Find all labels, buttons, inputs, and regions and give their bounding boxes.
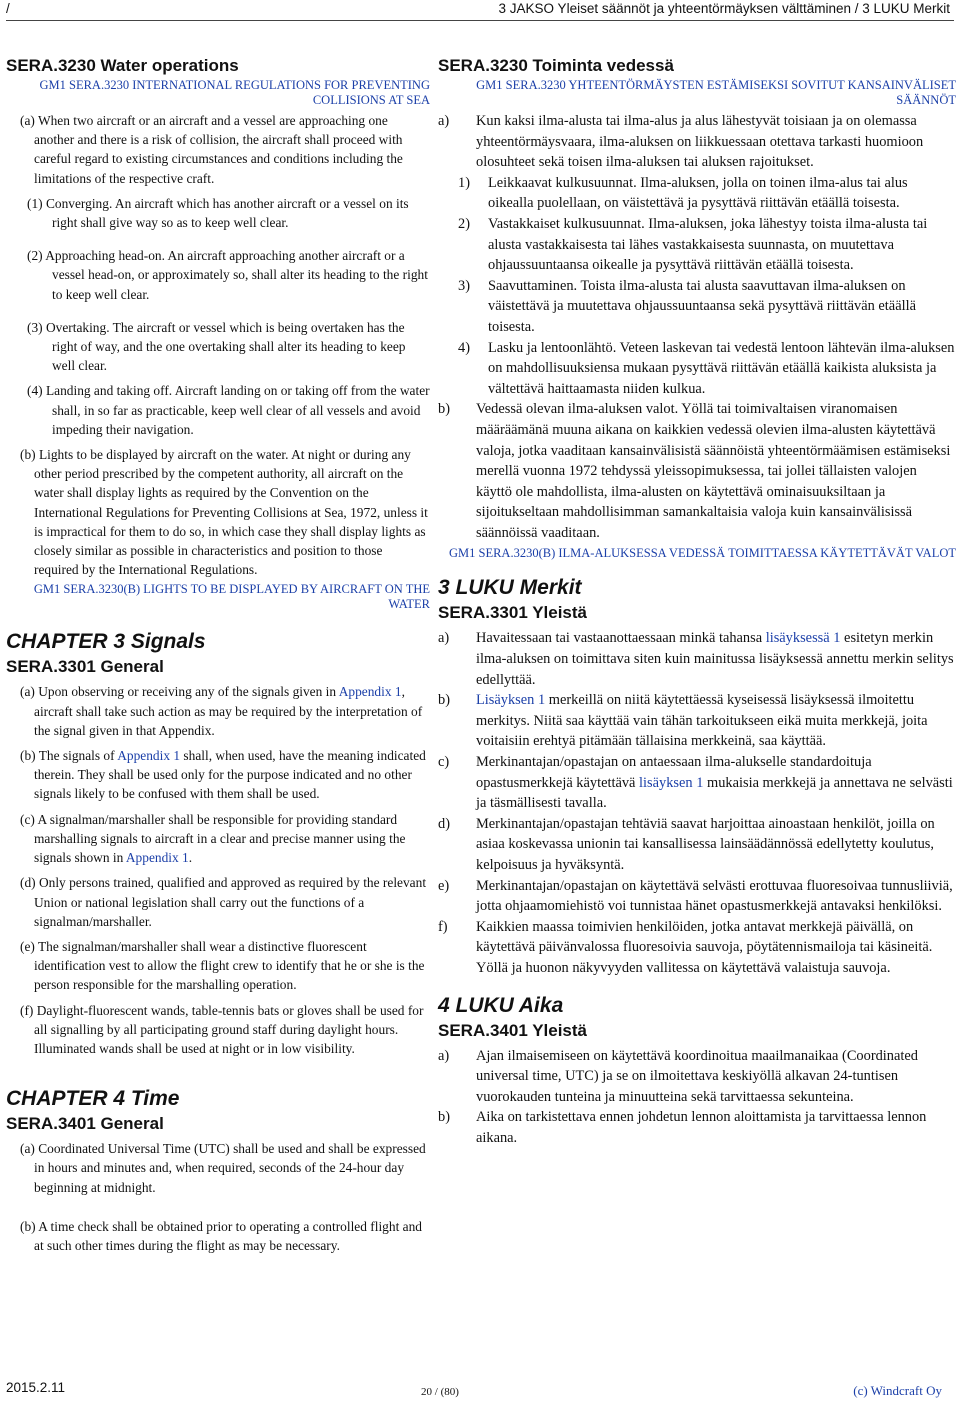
section-title-3230-en: SERA.3230 Water operations (6, 56, 239, 75)
fi-para-b-label: b) (438, 401, 450, 418)
appendix-1-link[interactable]: Appendix 1 (117, 748, 181, 764)
para-a1-label-en: (1) Converging. (27, 195, 113, 211)
s3301-b-en (6, 746, 430, 804)
para-a1-text-en: An aircraft which has another aircraft or a vessel on its right shall give way so as to keep well clear. (52, 195, 409, 231)
appendix-1-link[interactable]: Appendix 1 (125, 850, 189, 866)
chapter-3-title-en: CHAPTER 3 Signals (6, 630, 206, 654)
fi-s3301-e (438, 876, 956, 917)
para-a-en: (a) When two aircraft or an aircraft and a vessel are approaching one another and there is a risk of collision, the aircraft shall proceed with careful regard to existing circumstances and conditions including the limitations of the respective craft. (20, 113, 403, 186)
fi-s3301-c-text1: Merkinantajan/opastajan on antaessaan ilma-alukselle standardoituja opastusmerkkejä käytettävä (476, 754, 872, 791)
fi-s3301-e-text: Merkinantajan/opastajan on käytettävä selvästi erottuvaa fluoresoivaa tunnusliiviä, jotta ohjaamomiehistö voi tunnistaa hänet opastusmerkkejä antavaksi henkilöksi. (476, 877, 953, 915)
section-title-3230-fi: SERA.3230 Toiminta vedessä (438, 56, 674, 75)
fi-s3301-b-label: b) (438, 692, 450, 709)
fi-s3401-b-text: Aika on tarkistettava ennen johdetun lennon aloittamista ja tarvittaessa lennon aikana. (476, 1109, 927, 1146)
fi-s3401-a (438, 1046, 956, 1108)
page-number: 20 / (80) (421, 1386, 459, 1398)
fi-s3301-f (438, 917, 956, 979)
fi-para-a1-text: Leikkaavat kulkusuunnat. Ilma-aluksen, jolla on toinen ilma-alus tai alus oikealla puolellaan, on väistettävä ja pysyttävä riittävän etäällä toisesta. (488, 174, 908, 212)
para-a3-label-en: (3) Overtaking. (27, 319, 110, 335)
fi-s3301-c-text2: mukaisia merkkejä ja annettava ne selvästi ja täsmällisesti tavalla. (476, 774, 953, 812)
s3301-c-en (6, 810, 430, 868)
gm1b-heading-fi: GM1 SERA.3230(B) ILMA-ALUKSESSA VEDESSÄ TOIMITTAESSA KÄYTETTÄVÄT VALOT (448, 546, 956, 561)
fi-s3401-b-label: b) (438, 1109, 450, 1126)
s3301-c-text1-en: (c) A signalman/marshaller shall be responsible for providing standard marshalling signals to aircraft in a clear and precise manner using the signals shown in (20, 811, 406, 866)
fi-s3301-d-text: Merkinantajan/opastajan tehtäviä saavat harjoittaa ainoastaan henkilöt, joilla on asiaa koskevassa unionin tai kansallisessa lainsäädännössä edellytetty koulutus, kelpoisuus ja hyväksyntä. (476, 815, 935, 873)
s3401-a-en: (a) Coordinated Universal Time (UTC) shall be used and shall be expressed in hours and minutes and, when required, seconds of the 24-hour day beginning at midnight. (20, 1141, 426, 1195)
para-a1-en (6, 194, 430, 232)
s3301-a-text1-en: (a) Upon observing or receiving any of the signals given in (20, 684, 339, 700)
fi-s3301-c-label: c) (438, 754, 450, 771)
fi-para-b-text: Vedessä olevan ilma-aluksen valot. Yöllä tai toimivaltaisen viranomaisen määräämänä muuna aikana on kaikkien vedessä olevien ilma-alusten käytettävä valoja, jotka vaaditaan kansainvälisistä säännöistä yhteentörmäämisen estämiseksi merellä vuonna 1972 tehdyssä yleissopimuksessa, tai jollei tällaisten valojen käyttö ole mahdollista, ilma-alusten on käytettävä ominaisuuksiltaan ja sijoitukseltaan mahdollisimman samankaltaisia valoja kuin kansainvälisissä säännöissä vaaditaan. (476, 401, 951, 541)
fi-para-a3 (438, 276, 956, 338)
section-title-3301-en: SERA.3301 General (6, 657, 164, 677)
s3301-a-text2-en: , aircraft shall take such action as may be required by the interpretation of the signal given in that Appendix. (34, 684, 423, 738)
para-a4-label-en: (4) Landing and taking off. (27, 383, 173, 399)
fi-s3301-b-text (476, 690, 956, 752)
gm1-heading-en: GM1 SERA.3230 INTERNATIONAL REGULATIONS FOR PREVENTING COLLISIONS AT SEA (39, 78, 430, 107)
fi-para-a4 (438, 338, 956, 400)
lisays-1-link[interactable]: lisäyksen 1 (639, 774, 704, 791)
fi-s3401-a-label: a) (438, 1047, 450, 1064)
s3301-a-en (6, 682, 430, 740)
fi-para-a4-text: Lasku ja lentoonlähtö. Veteen laskevan tai vedestä lentoon lähtevän ilma-aluksen on mahdollisuuksiensa mukaan pysyttävä riittävän etäällä kaikista aluksista ja vältettävä haittaamasta niiden kulkua. (488, 339, 955, 397)
fi-para-a1-label: 1) (458, 174, 470, 191)
fi-para-a2 (438, 214, 956, 276)
gm1b-heading-en: GM1 SERA.3230(B) LIGHTS TO BE DISPLAYED BY AIRCRAFT ON THE WATER (33, 582, 430, 612)
fi-s3301-a-text (476, 628, 956, 690)
fi-s3401-a-text: Ajan ilmaisemiseen on käytettävä koordinoitua maailmanaikaa (Coordinated universal time, UTC) ja se on ilmoitettava keskiyöllä alkavan 24-tuntisen vuorokauden tunteina ja minuutteina sekä tarvittaessa sekunteina. (476, 1047, 918, 1105)
para-b-label-en: (b) Lights to be displayed by aircraft on the water. (20, 447, 289, 463)
s3301-e-en: (e) The signalman/marshaller shall wear a distinctive fluorescent identification vest to allow the flight crew to identify that he or she is the person responsible for the marshalling operation. (20, 938, 425, 993)
lisays-1-link[interactable]: Lisäyksen 1 (476, 692, 546, 709)
fi-para-a1 (438, 173, 956, 214)
fi-s3301-b-text2: merkeillä on niitä käytettäessä kyseisessä lisäyksessä ilmoitettu merkitys. Niitä saa käyttää vain tähän tarkoitukseen eikä muita merkkejä, joita voitaisiin erehtyä pitämään tällaisina merkkeinä, saa käyttää. (476, 692, 928, 750)
fi-s3301-a-label: a) (438, 630, 450, 647)
fi-para-a3-text: Saavuttaminen. Toista ilma-alusta tai alusta saavuttavan ilma-aluksen on väistettävä ja muutettava ohjaussuuntaansa sekä pysyttävä riittävän etäällä toisesta. (488, 277, 916, 335)
para-a2-en (6, 246, 430, 304)
para-a3-text-en: The aircraft or vessel which is being overtaken has the right of way, and the one overtaking shall alter its heading to keep well clear. (52, 319, 406, 374)
chapter-4-title-fi: 4 LUKU Aika (438, 993, 564, 1017)
para-a2-text-en: An aircraft approaching another aircraft or a vessel head-on, or approximately so, shall alter its heading to the right to keep well clear. (52, 248, 428, 302)
fi-s3401-b (438, 1107, 956, 1148)
para-a2-label-en: (2) Approaching head-on. (27, 248, 165, 264)
s3301-b-text1-en: (b) The signals of (20, 748, 118, 764)
header-title: 3 JAKSO Yleiset säännöt ja yhteentörmäyksen välttäminen / 3 LUKU Merkit (498, 1, 950, 16)
s3301-d-en: (d) Only persons trained, qualified and approved as required by the relevant Union or national legislation shall carry out the functions of a signalman/marshaller. (20, 875, 427, 929)
para-a3-en (6, 318, 430, 376)
footer-date: 2015.2.11 (6, 1380, 66, 1395)
fi-s3301-a-text1: Havaitessaan tai vastaanottaessaan minkä tahansa (476, 630, 766, 647)
fi-para-b (438, 399, 956, 543)
para-b-text-en: At night or during any other period prescribed by the competent authority, all aircraft on the water shall display lights as required by the Convention on the International Regulations for Preventing Collisions at Sea, 1972, unless it is impractical for them to do so, in which case they shall display lights as closely similar as possible in characteristics and position to those required by the International Regulations. (34, 447, 428, 578)
fi-s3301-d (438, 814, 956, 876)
fi-s3301-c-text (476, 752, 956, 814)
fi-s3301-a-text2: esitetyn merkin ilma-aluksen on toimittava siten kuin mainitussa lisäyksessä annettu merkin selitys edellyttää. (476, 630, 954, 688)
copyright-notice: (c) Windcraft Oy (853, 1383, 942, 1398)
section-title-3301-fi: SERA.3301 Yleistä (438, 603, 587, 623)
header-left: / (6, 1, 10, 16)
chapter-3-title-fi: 3 LUKU Merkit (438, 576, 582, 600)
page-footer (0, 1380, 960, 1402)
fi-para-a2-text: Vastakkaiset kulkusuunnat. Ilma-aluksen, joka lähestyy toista ilma-alusta tai alusta vastakkaisesta tai lähes vastakkaisesta suunnasta, on muutettava ohjaussuuntaansa oikealle ja pysyttävä riittävän etäällä toisesta. (488, 215, 928, 274)
gm1-heading-fi: GM1 SERA.3230 YHTEENTÖRMÄYSTEN ESTÄMISEKSI SOVITUT KANSAINVÄLISET SÄÄNNÖT (476, 78, 956, 107)
s3301-f-en: (f) Daylight-fluorescent wands, table-tennis bats or gloves shall be used for all signalling by all participating ground staff during daylight hours. Illuminated wands shall be used at night or in low visibility. (20, 1002, 424, 1056)
fi-para-a (438, 111, 956, 173)
lisays-1-link[interactable]: lisäyksessä 1 (765, 630, 841, 647)
fi-para-a-text: Kun kaksi ilma-alusta tai ilma-alus ja alus lähestyvät toisiaan ja on olemassa yhteentörmäysvaara, ilma-aluksen on liikkuessaan otettava tarkasti huomioon olosuhteet sekä toisen ilma-aluksen tai aluksen rajoitukset. (476, 113, 924, 171)
english-column (6, 54, 430, 1255)
para-a4-en (6, 381, 430, 439)
fi-para-a4-label: 4) (458, 339, 470, 356)
fi-s3301-a (438, 628, 956, 690)
fi-s3301-c (438, 752, 956, 814)
header-rule (6, 20, 954, 21)
fi-para-a3-label: 3) (458, 277, 470, 294)
finnish-column (438, 54, 956, 1149)
running-header (0, 0, 960, 22)
fi-s3301-e-label: e) (438, 877, 450, 894)
para-b-en (6, 445, 430, 579)
fi-para-a-label: a) (438, 113, 450, 129)
section-title-3401-fi: SERA.3401 Yleistä (438, 1020, 587, 1040)
fi-s3301-d-label: d) (438, 815, 450, 832)
fi-s3301-f-label: f) (438, 918, 448, 935)
chapter-4-title-en: CHAPTER 4 Time (6, 1087, 180, 1111)
s3301-c-text2-en: . (188, 850, 193, 866)
fi-s3301-b (438, 690, 956, 752)
s3301-b-text2-en: shall, when used, have the meaning indicated therein. They shall be used only for the purpose indicated and no other signals likely to be confused with them shall be used. (34, 748, 426, 802)
appendix-1-link[interactable]: Appendix 1 (338, 684, 402, 700)
para-a4-text-en: Aircraft landing on or taking off from the water shall, in so far as practicable, keep well clear of all vessels and avoid impeding their navigation. (52, 383, 430, 437)
s3401-b-en: (b) A time check shall be obtained prior to operating a controlled flight and at such other times during the flight as may be necessary. (20, 1218, 422, 1253)
fi-para-a2-label: 2) (458, 215, 470, 232)
section-title-3401-en: SERA.3401 General (6, 1114, 164, 1134)
fi-s3301-f-text: Kaikkien maassa toimivien henkilöiden, jotka antavat merkkejä päivällä, on käytettävä päivänvalossa fluoresoivia sauvoja, pöytätennismailoja tai käsineitä. Yöllä ja huonon näkyvyyden vallitessa on käytettävä valaistuja sauvoja. (476, 918, 933, 976)
